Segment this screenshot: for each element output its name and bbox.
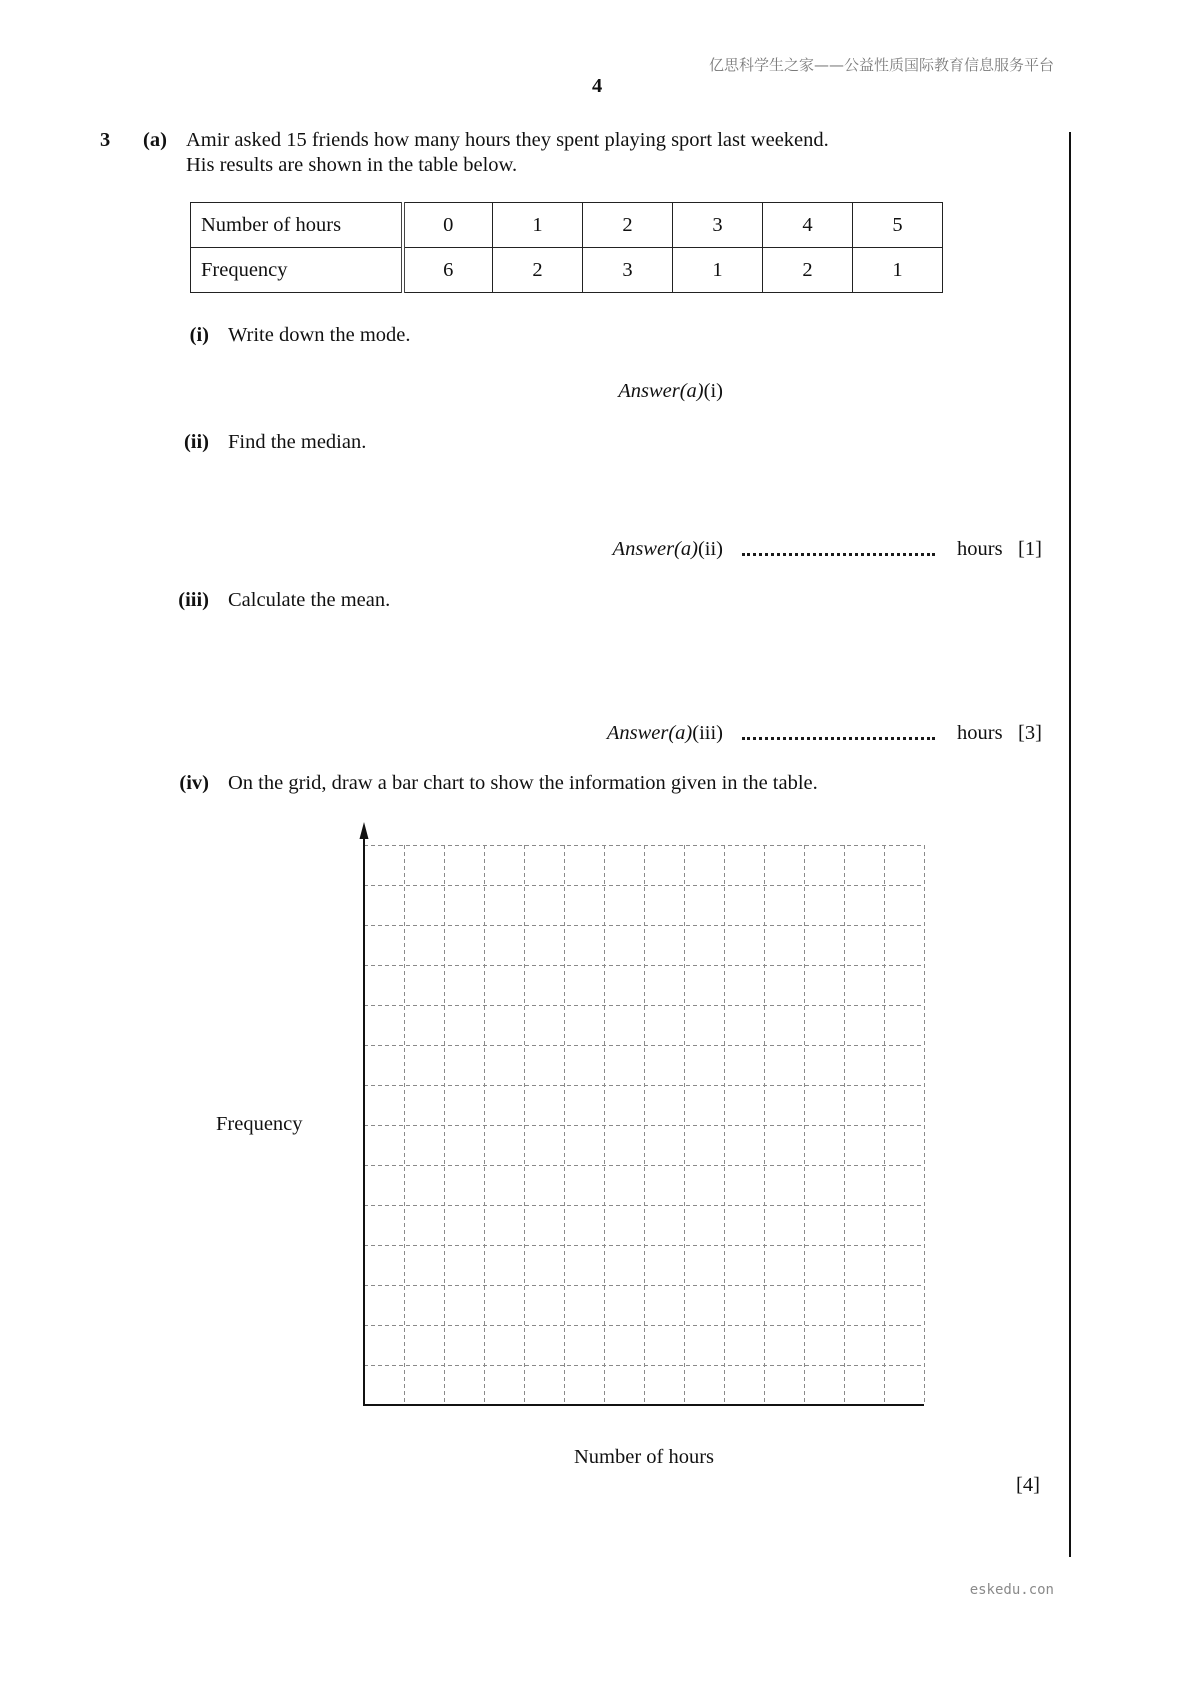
answer-label-prefix: Answer(a) [612, 538, 698, 560]
answer-label-i [480, 378, 723, 404]
right-margin-line [1069, 132, 1071, 1557]
table-cell-hours: 0 [403, 203, 493, 248]
marks-ii: [1] [1018, 538, 1042, 560]
footer-watermark: eskedu.con [969, 1582, 1054, 1598]
answer-line-ii [742, 553, 935, 556]
answer-label-part: (ii) [697, 538, 723, 560]
x-axis-label: Number of hours [573, 1446, 715, 1468]
marks-iv: [4] [1016, 1474, 1040, 1496]
answer-label-ii [480, 536, 723, 562]
subpart-iv-label: (iv) [179, 772, 209, 794]
subpart-ii-label: (ii) [183, 431, 209, 453]
table-row-frequency [191, 248, 943, 293]
table-cell-frequency: 1 [673, 248, 763, 293]
part-a-label: (a) [143, 129, 167, 151]
answer-label-prefix: Answer(a) [618, 380, 704, 402]
answer-unit-iii: hours [957, 722, 1003, 744]
bar-chart-grid [354, 812, 934, 1412]
table-cell-frequency: 1 [853, 248, 943, 293]
subpart-ii-text: Find the median. [228, 431, 367, 453]
table-cell-hours: 5 [853, 203, 943, 248]
answer-label-part: (i) [703, 380, 723, 402]
grid-lines [364, 845, 925, 1405]
table-cell-hours: 4 [763, 203, 853, 248]
answer-line-iii [742, 737, 935, 740]
table-cell-hours: 1 [493, 203, 583, 248]
y-axis-label: Frequency [216, 1113, 303, 1135]
y-axis-arrow-icon [360, 822, 369, 839]
page-number: 4 [592, 75, 603, 97]
subpart-i-label: (i) [189, 324, 209, 346]
answer-label-iii [480, 720, 723, 746]
table-cell-frequency: 2 [763, 248, 853, 293]
row-label-frequency: Frequency [191, 248, 403, 293]
answer-label-prefix: Answer(a) [606, 722, 693, 744]
subpart-i-text: Write down the mode. [228, 324, 411, 346]
answer-label-part: (iii) [692, 722, 723, 744]
frequency-table [190, 202, 943, 293]
question-intro-line-2: His results are shown in the table below. [186, 154, 518, 176]
table-cell-hours: 3 [673, 203, 763, 248]
subpart-iii-label: (iii) [178, 589, 209, 611]
table-cell-frequency: 3 [583, 248, 673, 293]
answer-unit-ii: hours [957, 538, 1003, 560]
table-cell-frequency: 2 [493, 248, 583, 293]
table-row-hours [191, 203, 943, 248]
row-label-hours: Number of hours [191, 203, 403, 248]
subpart-iv-text: On the grid, draw a bar chart to show the information given in the table. [228, 772, 818, 794]
question-number: 3 [100, 129, 111, 151]
marks-iii: [3] [1018, 722, 1042, 744]
header-watermark: 亿思科学生之家——公益性质国际教育信息服务平台 [708, 56, 1054, 74]
question-intro-line-1: Amir asked 15 friends how many hours they spent playing sport last weekend. [186, 129, 829, 151]
table-cell-hours: 2 [583, 203, 673, 248]
table-cell-frequency: 6 [403, 248, 493, 293]
subpart-iii-text: Calculate the mean. [228, 589, 391, 611]
